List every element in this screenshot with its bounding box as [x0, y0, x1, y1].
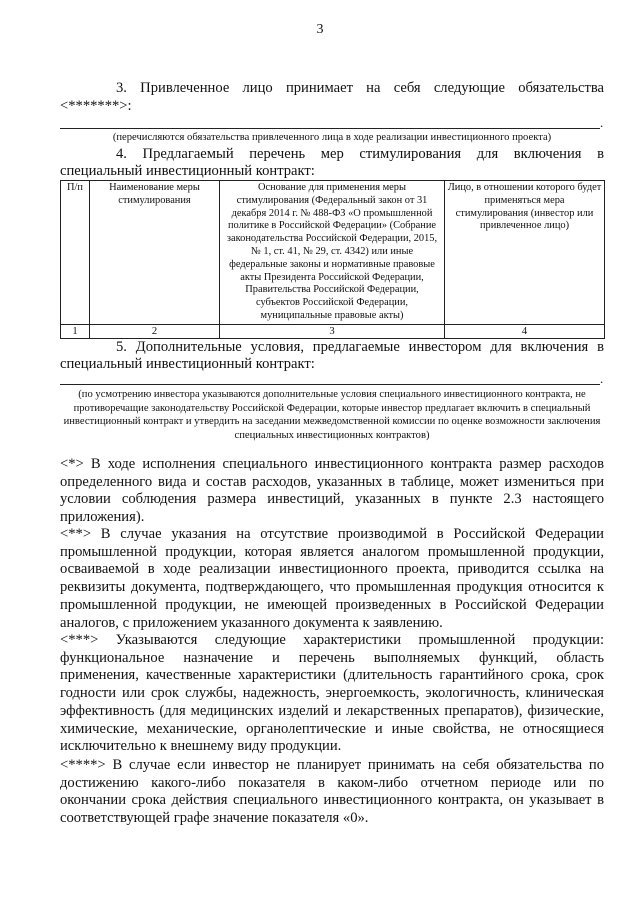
table-cell: 2	[90, 324, 220, 338]
footnote-line: условии соблюдения размера инвестиций, указанных в пункте 2.3 настоящего	[60, 491, 604, 508]
item3-line2: <*******>:	[60, 98, 132, 114]
table-header-row	[61, 181, 605, 325]
note-line: инвестиционный контракт и утвердить на заседании межведомственной комиссии по оценке возможности заключения	[63, 416, 601, 427]
footnote-1	[60, 456, 604, 527]
table-cell: 4	[445, 324, 605, 338]
page-number: 3	[316, 22, 324, 37]
footnote-line: реквизиты документа, подтверждающего, что промышленная продукция относится к	[60, 579, 604, 596]
note-line: специальных инвестиционных контрактов)	[234, 429, 430, 441]
item4-line2: специальный инвестиционный контракт:	[60, 163, 315, 179]
table-header-cell: Наименование меры стимулирования	[90, 181, 220, 325]
footnote-line: осваиваемой в ходе реализации инвестиционного проекта, приводится ссылка на	[60, 561, 604, 578]
item3-line1: 3. Привлеченное лицо принимает на себя следующие обязательства	[116, 80, 604, 96]
footnote-line: <**> В случае указания на отсутствие производимой в Российской Федерации	[60, 526, 604, 542]
item5-underline-dot: .	[600, 371, 604, 386]
footnote-line: <****> В случае если инвестор не планирует принимать на себя обязательства по	[60, 757, 604, 773]
item5-line1: 5. Дополнительные условия, предлагаемые инвестором для включения в	[116, 339, 604, 355]
measures-table	[60, 180, 605, 339]
table-cell: 3	[220, 324, 445, 338]
footnote-line: окончании срока действия специального инвестиционного контракта, он указывает в	[60, 792, 604, 809]
footnote-line: определенного вида и состав расходов, указанных в таблице, может измениться при	[60, 473, 604, 490]
table-header-cell: П/п	[61, 181, 90, 325]
footnote-line: промышленной продукции, которая является аналогом промышленной продукции,	[60, 543, 604, 560]
item5-note	[60, 388, 604, 442]
item4-line1: 4. Предлагаемый перечень мер стимулирования для включения в	[116, 146, 604, 162]
item5-line2: специальный инвестиционный контракт:	[60, 356, 315, 372]
footnote-line: соответствующей графе значение показателя «0».	[60, 810, 369, 827]
footnote-line: <*> В ходе исполнения специального инвестиционного контракта размер расходов	[60, 456, 604, 472]
note-line: (по усмотрению инвестора указываются дополнительные условия специального инвестиционного контракта, не	[78, 389, 586, 400]
footnote-line: исключительно к внешнему виду продукции.	[60, 738, 342, 755]
note-line: противоречащие законодательству Российской Федерации, которые инвестор предлагает включить в специальный	[73, 402, 591, 414]
table-cell: 1	[61, 324, 90, 338]
footnote-line: приложения).	[60, 509, 145, 526]
footnote-line: применения, качественные характеристики (длительность гарантийного срока, срок	[60, 667, 604, 684]
footnote-line: достижению какого-либо показателя в каком-либо отчетном периоде или по	[60, 774, 604, 791]
table-header-cell: Лицо, в отношении которого будет применяться мера стимулирования (инвестор или привлеченное лицо)	[445, 181, 605, 325]
table-header-cell: Основание для применения меры стимулирования (Федеральный закон от 31 декабря 2014 г. № 488-ФЗ «О промышленной политике в Российской Федерации» (Собрание законодательства Российской Федерации, 2015, № 1, ст. 41, № 29, ст. 4342) или иные федеральные законы и нормативные правовые акты Президента Российской Федерации, Правительства Российской Федерации, субъектов Российской Федерации, муниципальные правовые акты)	[220, 181, 445, 325]
table-index-row	[61, 324, 605, 338]
footnote-4	[60, 757, 604, 828]
footnote-2	[60, 526, 604, 632]
item3-underline	[60, 128, 600, 129]
footnote-line: эффективность (для медицинских изделий и лекарственных препаратов), физические,	[60, 702, 604, 719]
item5-underline	[60, 384, 600, 385]
footnote-line: аналогов, с приложением указанного документа к заявлению.	[60, 614, 443, 631]
item3-note: (перечисляются обязательства привлеченного лица в ходе реализации инвестиционного проекта)	[112, 132, 552, 143]
footnote-3	[60, 632, 604, 756]
item3-underline-dot: .	[600, 115, 604, 130]
footnote-line: химические, механические, органолептические и иные свойства, не относящиеся	[60, 720, 604, 737]
footnote-line: годности или срок службы, надежность, энергоемкость, экологичность, клиническая	[60, 685, 604, 702]
footnote-line: функциональное назначение и перечень выполняемых функций, область	[60, 649, 604, 666]
footnote-line: промышленной продукции, не имеющей произведенных в Российской Федерации	[60, 596, 604, 613]
footnote-line: <***> Указываются следующие характеристики промышленной продукции:	[60, 632, 604, 648]
